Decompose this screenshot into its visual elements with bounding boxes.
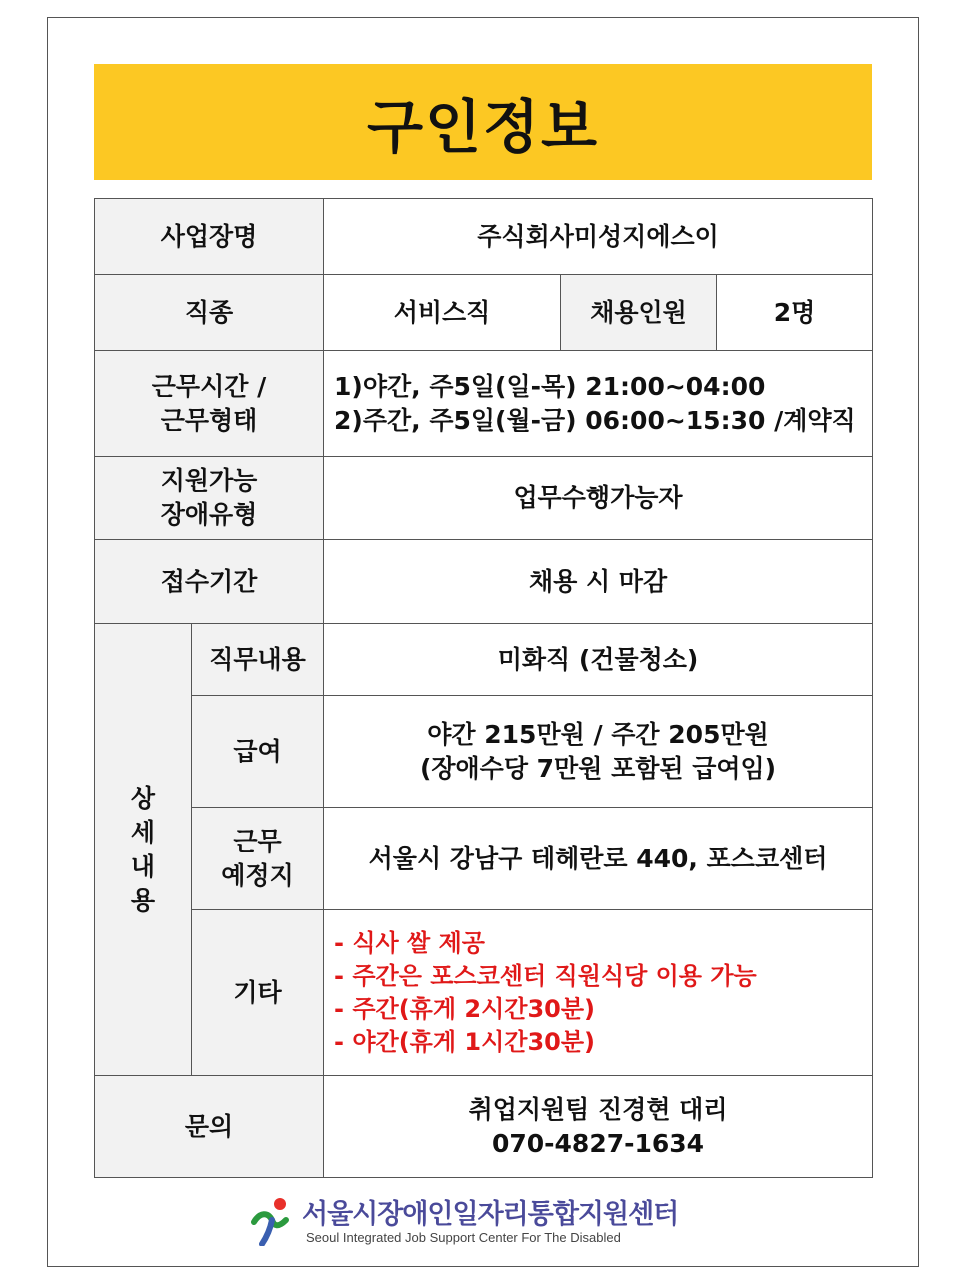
period-value: 채용 시 마감 (324, 540, 873, 624)
location-label (192, 808, 324, 910)
job-info-table (94, 198, 873, 1178)
hire-count-label: 채용인원 (561, 275, 717, 351)
hire-count-value: 2명 (717, 275, 873, 351)
hours-label-line2: 근무형태 (160, 405, 258, 435)
row-etc (95, 910, 873, 1076)
details-label (95, 624, 192, 1076)
period-label: 접수기간 (95, 540, 324, 624)
organization-footer (250, 1192, 720, 1254)
organization-name-english: Seoul Integrated Job Support Center For The Disabled (306, 1230, 621, 1245)
location-value: 서울시 강남구 테헤란로 440, 포스코센터 (324, 808, 873, 910)
etc-line: - 식사 쌀 제공 (334, 928, 485, 957)
hours-line1: 1)야간, 주5일(일-목) 21:00~04:00 (334, 371, 766, 401)
contact-line2: 070-4827-1634 (491, 1128, 705, 1158)
company-value: 주식회사미성지에스이 (324, 199, 873, 275)
row-hours (95, 351, 873, 457)
contact-label: 문의 (95, 1076, 324, 1178)
salary-label: 급여 (192, 696, 324, 808)
etc-label: 기타 (192, 910, 324, 1076)
hours-line2: 2)주간, 주5일(월-금) 06:00~15:30 /계약직 (334, 405, 856, 435)
contact-line1: 취업지원팀 진경현 대리 (468, 1094, 728, 1124)
organization-logo-icon (250, 1196, 296, 1246)
disability-label-line1: 지원가능 (160, 466, 258, 495)
hours-label (95, 351, 324, 457)
salary-line2: (장애수당 7만원 포함된 급여임) (419, 753, 777, 783)
job-type-label: 직종 (95, 275, 324, 351)
duty-label: 직무내용 (192, 624, 324, 696)
disability-label (95, 457, 324, 540)
row-company (95, 199, 873, 275)
row-job-type (95, 275, 873, 351)
etc-line: - 주간은 포스코센터 직원식당 이용 가능 (334, 961, 757, 990)
disability-value: 업무수행가능자 (324, 457, 873, 540)
etc-line: - 주간(휴게 2시간30분) (334, 994, 596, 1023)
page-title: 구인정보 (366, 93, 600, 161)
job-type-value: 서비스직 (324, 275, 561, 351)
organization-name: 서울시장애인일자리통합지원센터 (302, 1199, 679, 1230)
etc-line: - 야간(휴게 1시간30분) (334, 1027, 596, 1056)
location-label-line2: 예정지 (221, 860, 294, 890)
details-char-1: 상 (130, 783, 156, 813)
details-char-4: 용 (130, 885, 156, 915)
etc-value (324, 910, 873, 1076)
row-contact (95, 1076, 873, 1178)
hours-value (324, 351, 873, 457)
company-label: 사업장명 (95, 199, 324, 275)
contact-value (324, 1076, 873, 1178)
row-period (95, 540, 873, 624)
disability-label-line2: 장애유형 (160, 500, 258, 529)
salary-line1: 야간 215만원 / 주간 205만원 (427, 719, 769, 749)
duty-value: 미화직 (건물청소) (324, 624, 873, 696)
row-salary (95, 696, 873, 808)
details-char-3: 내 (130, 851, 156, 881)
row-location (95, 808, 873, 910)
hours-label-line1: 근무시간 / (151, 371, 267, 401)
location-label-line1: 근무 (233, 826, 282, 856)
salary-value (324, 696, 873, 808)
row-disability (95, 457, 873, 540)
title-banner (94, 64, 872, 180)
row-duty (95, 624, 873, 696)
details-char-2: 세 (130, 817, 156, 847)
